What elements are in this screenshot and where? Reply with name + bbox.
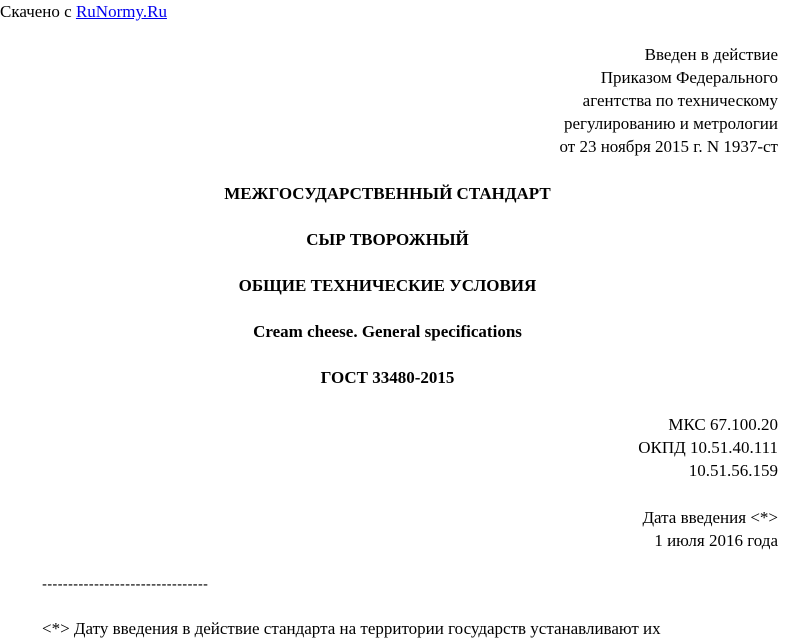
footnote-separator: -------------------------------- (42, 576, 209, 593)
source-link[interactable]: RuNormy.Ru (75, 2, 167, 21)
enactment-line: от 23 ноября 2015 г. N 1937-ст (559, 137, 778, 156)
date-label: Дата введения <*> (642, 508, 778, 527)
footnote-text: <*> Дату введения в действие стандарта на территории государств устанавливают их (42, 619, 661, 638)
code-line: 10.51.56.159 (688, 461, 778, 480)
enactment-line: регулированию и метрологии (563, 114, 778, 133)
code-line: ОКПД 10.51.40.111 (638, 438, 778, 457)
product-heading: СЫР ТВОРОЖНЫЙ (306, 230, 469, 249)
source-prefix: Скачено с (0, 2, 76, 21)
enactment-line: Приказом Федерального (600, 68, 778, 87)
introduction-date-block (642, 506, 778, 552)
enactment-line: Введен в действие (644, 45, 778, 64)
code-line: МКС 67.100.20 (668, 415, 778, 434)
date-value: 1 июля 2016 года (654, 531, 778, 550)
enactment-block (560, 43, 779, 158)
enactment-line: агентства по техническому (582, 91, 778, 110)
standard-type-heading: МЕЖГОСУДАРСТВЕННЫЙ СТАНДАРТ (224, 184, 551, 203)
classification-codes (638, 413, 778, 482)
conditions-heading: ОБЩИЕ ТЕХНИЧЕСКИЕ УСЛОВИЯ (238, 276, 537, 295)
english-title: Cream cheese. General specifications (253, 322, 522, 341)
gost-number: ГОСТ 33480-2015 (320, 368, 455, 387)
source-line (0, 1, 167, 23)
